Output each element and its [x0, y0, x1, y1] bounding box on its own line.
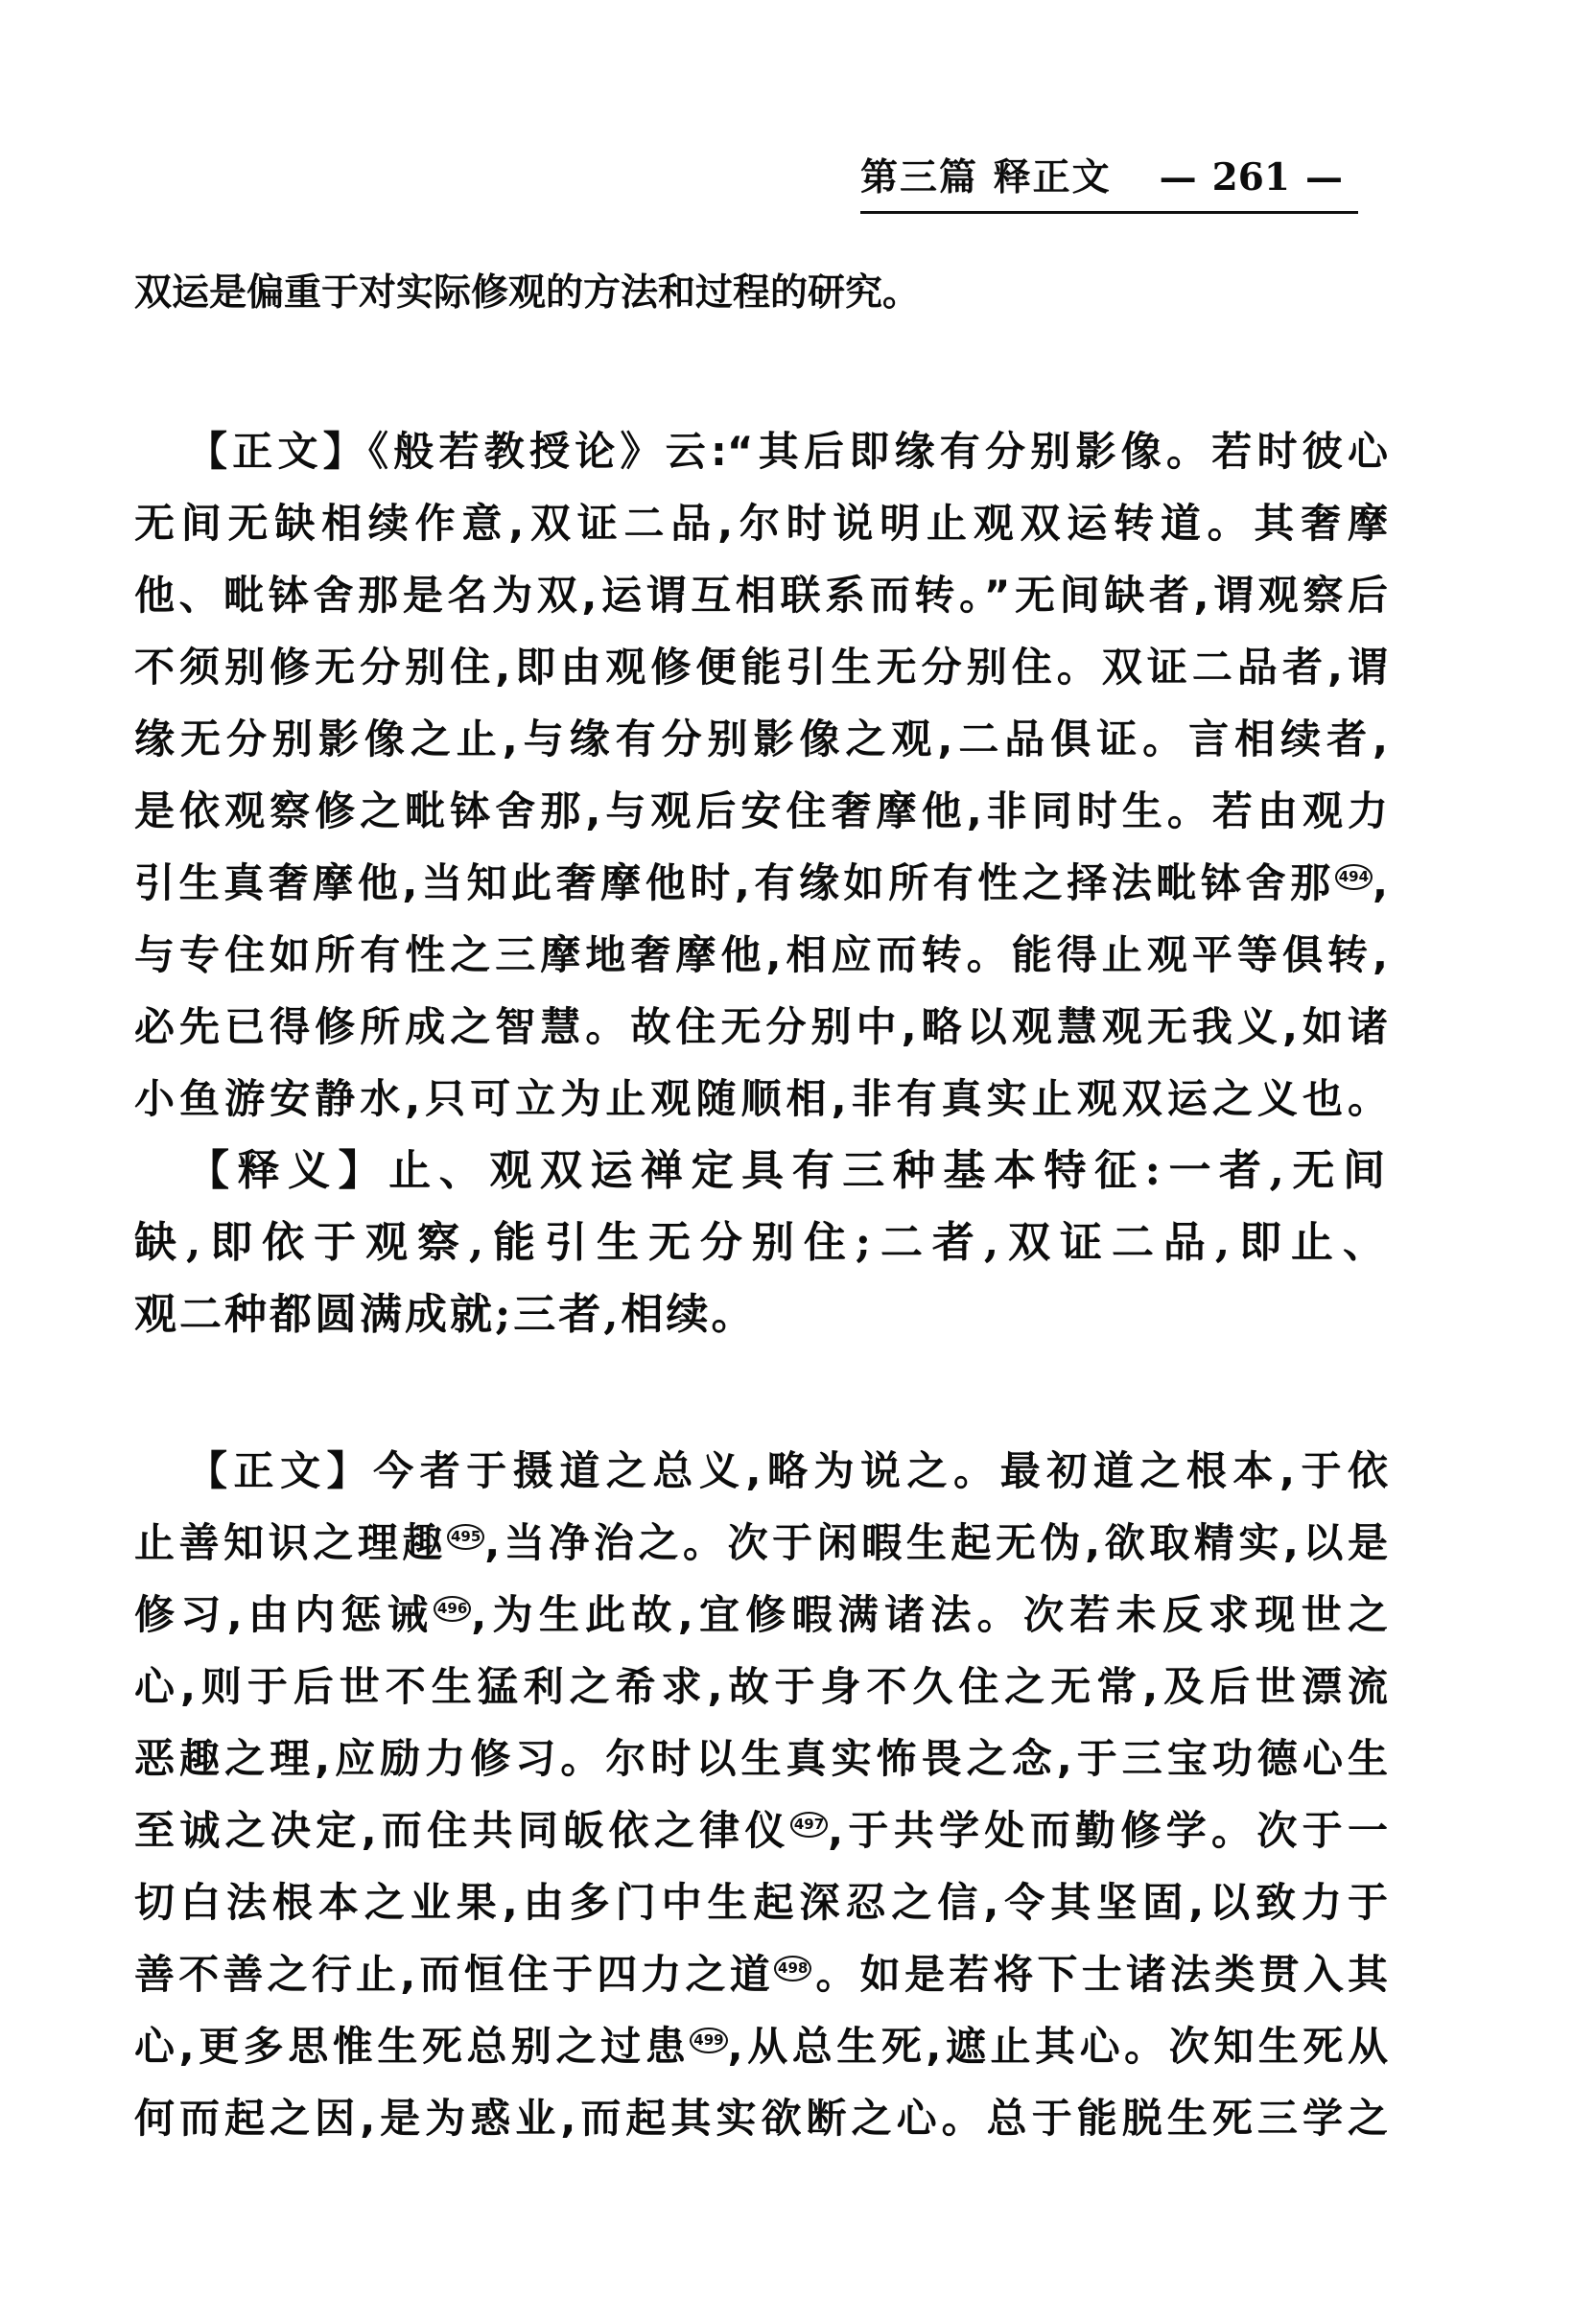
- text-segment: 必先已得修所成之智慧。故住无分别中,略以观慧观无我义,如诸: [134, 1003, 1388, 1050]
- paragraph-shiyi: [134, 1135, 1388, 1350]
- text-line: [134, 2082, 1388, 2154]
- paragraph-zhengwen-1: [134, 415, 1388, 1135]
- footnote-ref: 495: [447, 1524, 484, 1550]
- text-segment: 心,则于后世不生猛利之希求,故于身不久住之无常,及后世漂流: [134, 1663, 1388, 1710]
- text-segment: 恶趣之理,应励力修习。尔时以生真实怖畏之念,于三宝功德心生: [134, 1735, 1388, 1782]
- text-segment: ,为生此故,宜修暇满诸法。次若未反求现世之: [471, 1591, 1388, 1638]
- text-segment: 是依观察修之毗钵舍那,与观后安住奢摩他,非同时生。若由观力: [134, 787, 1388, 834]
- footnote-ref: 496: [434, 1596, 471, 1622]
- text-segment: 。如是若将下士诸法类贯入其: [811, 1951, 1388, 1998]
- text-line: [134, 1938, 1388, 2010]
- text-segment: ,: [1373, 859, 1388, 906]
- page-number-dash-right: —: [1305, 155, 1343, 199]
- text-segment: 他、毗钵舍那是名为双,运谓互相联系而转。”无间缺者,谓观察后: [134, 572, 1388, 619]
- footnote-ref: 499: [690, 2028, 727, 2053]
- text-line: [134, 1723, 1388, 1794]
- page-number-dash-left: —: [1159, 155, 1197, 199]
- footnote-ref: 498: [774, 1956, 811, 1981]
- text-line: [134, 415, 1388, 487]
- text-line: [134, 559, 1388, 631]
- text-segment: 【正文】今者于摄道之总义,略为说之。最初道之根本,于依: [187, 1447, 1388, 1494]
- text-segment: 缘无分别影像之止,与缘有分别影像之观,二品俱证。言相续者,: [134, 715, 1388, 762]
- text-line: [134, 991, 1388, 1063]
- text-segment: ,从总生死,遮止其心。次知生死从: [727, 2023, 1388, 2070]
- text-segment: 小鱼游安静水,只可立为止观随顺相,非有真实止观双运之义也。: [134, 1075, 1388, 1122]
- text-segment: ,当净治之。次于闲暇生起无伪,欲取精实,以是: [484, 1519, 1388, 1566]
- text-segment: 【释义】止、观双运禅定具有三种基本特征:一者,无间: [187, 1146, 1388, 1195]
- text-segment: ,于共学处而勤修学。次于一: [828, 1807, 1388, 1854]
- text-line: [134, 2010, 1388, 2082]
- text-line: [134, 1507, 1388, 1579]
- text-segment: 切白法根本之业果,由多门中生起深忍之信,令其坚固,以致力于: [134, 1879, 1388, 1926]
- text-segment: 修习,由内惩诫: [134, 1591, 434, 1638]
- text-segment: 心,更多思惟生死总别之过患: [134, 2023, 691, 2070]
- text-line: [134, 1794, 1388, 1866]
- chapter-title: 第三篇 释正文: [860, 155, 1112, 199]
- text-line: [134, 1435, 1388, 1507]
- intro-paragraph-line: 双运是偏重于对实际修观的方法和过程的研究。: [134, 270, 921, 315]
- text-segment: 无间无缺相续作意,双证二品,尔时说明止观双运转道。其奢摩: [134, 500, 1388, 547]
- text-segment: 与专住如所有性之三摩地奢摩他,相应而转。能得止观平等俱转,: [134, 931, 1388, 978]
- footnote-ref: 494: [1335, 864, 1373, 890]
- text-line: [134, 919, 1388, 991]
- text-segment: 止善知识之理趣: [134, 1519, 447, 1566]
- text-line: [134, 1135, 1388, 1207]
- text-segment: 观二种都圆满成就;三者,相续。: [134, 1290, 757, 1339]
- text-segment: 缺,即依于观察,能引生无分别住;二者,双证二品,即止、: [134, 1218, 1388, 1267]
- text-line: [134, 703, 1388, 775]
- text-line: [134, 1579, 1388, 1651]
- text-line: [134, 775, 1388, 847]
- page-number: 261: [1211, 155, 1290, 199]
- text-segment: 不须别修无分别住,即由观修便能引生无分别住。双证二品者,谓: [134, 644, 1388, 691]
- text-line: [134, 631, 1388, 703]
- text-segment: 善不善之行止,而恒住于四力之道: [134, 1951, 775, 1998]
- text-line: [134, 1063, 1388, 1135]
- paragraph-zhengwen-2: [134, 1435, 1388, 2154]
- text-line: [134, 1278, 1388, 1350]
- text-line: [134, 847, 1388, 919]
- text-line: [134, 1651, 1388, 1723]
- text-line: [134, 1866, 1388, 1938]
- text-segment: 【正文】《般若教授论》云:“其后即缘有分别影像。若时彼心: [187, 428, 1388, 475]
- text-segment: 至诚之决定,而住共同皈依之律仪: [134, 1807, 790, 1854]
- footnote-ref: 497: [790, 1812, 828, 1838]
- text-line: [134, 1207, 1388, 1278]
- text-segment: 引生真奢摩他,当知此奢摩他时,有缘如所有性之择法毗钵舍那: [134, 859, 1335, 906]
- text-segment: 何而起之因,是为惑业,而起其实欲断之心。总于能脱生死三学之: [134, 2095, 1388, 2142]
- text-line: [134, 487, 1388, 559]
- running-head: [860, 155, 1358, 214]
